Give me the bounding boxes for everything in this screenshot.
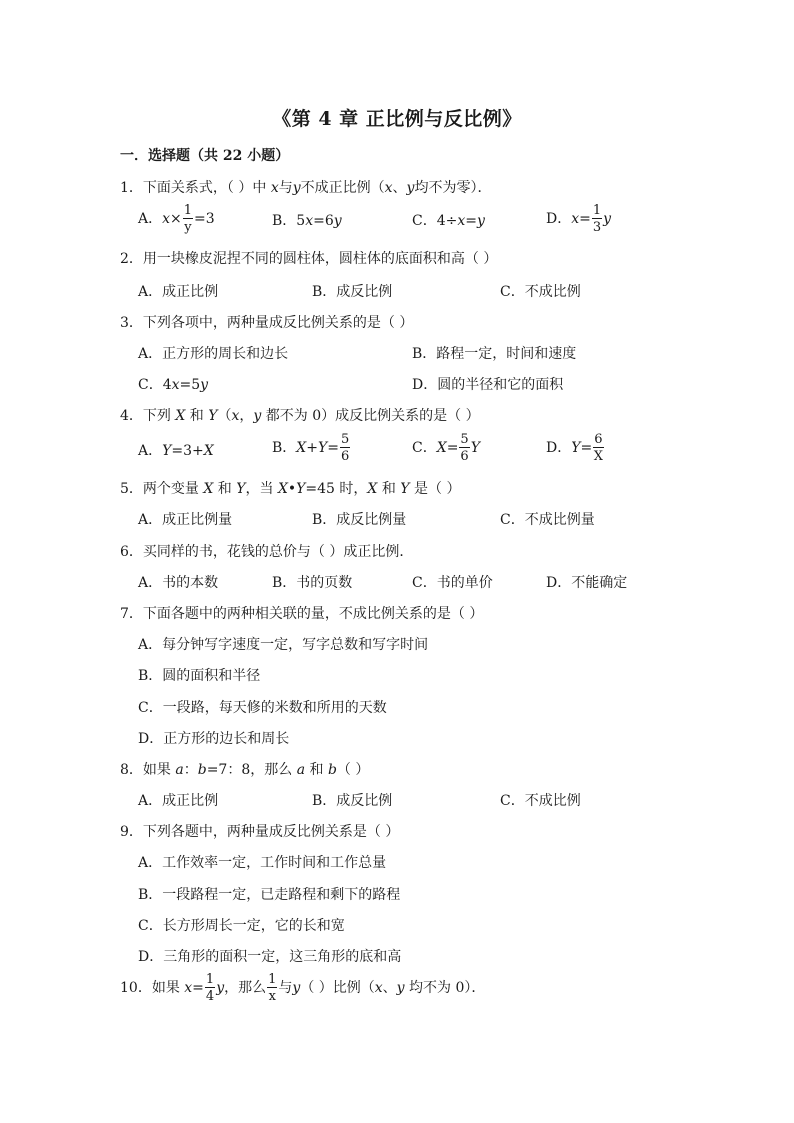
q7-option-b[interactable]: B．圆的面积和半径 (138, 668, 261, 684)
question-9: 9．下列各题中，两种量成反比例关系是（ ） (120, 824, 400, 840)
q7-option-d[interactable]: D．正方形的边长和周长 (138, 731, 290, 747)
q1-option-a[interactable]: A．x× $\frac{1}{y}$ =3 (138, 203, 215, 235)
q5-option-b[interactable]: B．成反比例量 (312, 512, 407, 528)
fraction: $\frac{1}{x}$ (268, 972, 277, 1004)
section-heading: 一．选择题（共 22 小题） (120, 148, 290, 164)
q1-option-d[interactable]: D．x= $\frac{1}{3}$ y (546, 203, 612, 235)
q6-option-b[interactable]: B．书的页数 (272, 575, 353, 591)
q1-option-b[interactable]: B．5x=6y (272, 213, 342, 229)
fraction: $\frac{1}{y}$ (183, 203, 193, 235)
q7-option-a[interactable]: A．每分钟写字速度一定，写字总数和写字时间 (138, 637, 429, 653)
q9-option-d[interactable]: D．三角形的面积一定，这三角形的底和高 (138, 949, 402, 965)
q6-option-a[interactable]: A．书的本数 (138, 575, 219, 591)
q3-option-a[interactable]: A．正方形的周长和边长 (138, 346, 289, 362)
question-3: 3．下列各项中，两种量成反比例关系的是（ ） (120, 315, 414, 331)
question-10: 10．如果 x= $\frac{1}{4}$ y，那么 $\frac{1}{x}$ 与y（ ）比例（x、y 均不为 0）． (120, 972, 486, 1004)
q2-option-c[interactable]: C．不成比例 (500, 284, 581, 300)
q2-option-b[interactable]: B．成反比例 (312, 284, 393, 300)
question-1: 1．下面关系式，（ ）中 x与y不成正比例（x、y均不为零）． (120, 180, 492, 196)
q3-option-c[interactable]: C．4x=5y (138, 377, 209, 393)
q5-option-a[interactable]: A．成正比例量 (138, 512, 233, 528)
fraction: $\frac{6}{X}$ (593, 432, 603, 464)
question-5: 5．两个变量 X 和 Y，当 X•Y=45 时，X 和 Y 是（ ） (120, 481, 461, 497)
q9-option-c[interactable]: C．长方形周长一定，它的长和宽 (138, 918, 345, 934)
fraction: $\frac{1}{4}$ (205, 972, 215, 1004)
q8-option-a[interactable]: A．成正比例 (138, 793, 219, 809)
question-7: 7．下面各题中的两种相关联的量，不成比例关系的是（ ） (120, 606, 484, 622)
fraction: $\frac{5}{6}$ (460, 432, 469, 464)
fraction: $\frac{5}{6}$ (340, 432, 350, 464)
q3-option-d[interactable]: D．圆的半径和它的面积 (412, 377, 564, 393)
q4-option-d[interactable]: D．Y= $\frac{6}{X}$ (546, 432, 603, 464)
q4-option-b[interactable]: B．X+Y= $\frac{5}{6}$ (272, 432, 350, 464)
q5-option-c[interactable]: C．不成比例量 (500, 512, 595, 528)
q7-option-c[interactable]: C．一段路，每天修的米数和所用的天数 (138, 700, 387, 716)
q2-option-a[interactable]: A．成正比例 (138, 284, 219, 300)
question-2: 2．用一块橡皮泥捏不同的圆柱体，圆柱体的底面积和高（ ） (120, 251, 498, 267)
q4-option-a[interactable]: A．Y=3+X (138, 443, 214, 459)
q9-option-a[interactable]: A．工作效率一定，工作时间和工作总量 (138, 855, 387, 871)
q1-option-c[interactable]: C．4÷x=y (412, 213, 485, 229)
question-4: 4．下列 X 和 Y（x，y 都不为 0）成反比例关系的是（ ） (120, 408, 480, 424)
q3-option-b[interactable]: B．路程一定，时间和速度 (412, 346, 577, 362)
q9-option-b[interactable]: B．一段路程一定，已走路程和剩下的路程 (138, 887, 401, 903)
q8-option-c[interactable]: C．不成比例 (500, 793, 581, 809)
q4-option-c[interactable]: C．X= $\frac{5}{6}$ Y (412, 432, 480, 464)
q6-option-d[interactable]: D．不能确定 (546, 575, 628, 591)
question-8: 8．如果 a：b=7：8，那么 a 和 b（ ） (120, 762, 370, 778)
question-6: 6．买同样的书，花钱的总价与（ ）成正比例． (120, 544, 414, 560)
page-title: 《第 4 章 正比例与反比例》 (272, 108, 522, 130)
q8-option-b[interactable]: B．成反比例 (312, 793, 393, 809)
q6-option-c[interactable]: C．书的单价 (412, 575, 493, 591)
fraction: $\frac{1}{3}$ (592, 203, 602, 235)
